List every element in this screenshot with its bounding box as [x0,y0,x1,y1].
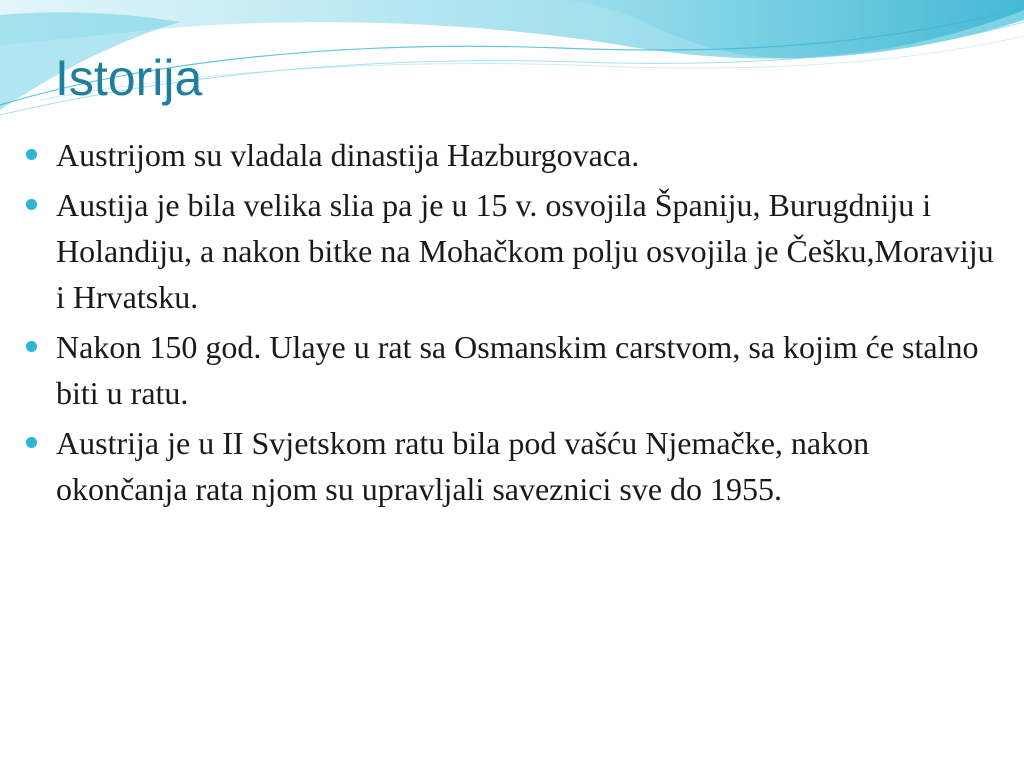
bullet-item-4 [0,420,1000,512]
bullet-item-1 [0,132,1000,178]
slide-title: Istorija [55,50,203,106]
bullet-dot-icon [26,437,37,448]
bullet-list [0,132,1000,516]
bullet-item-3 [0,324,1000,416]
bullet-dot-icon [26,341,37,352]
bullet-text: Austrijom su vladala dinastija Hazburgovaca. [56,137,640,173]
bullet-text: Nakon 150 god. Ulaye u rat sa Osmanskim carstvom, sa kojim će stalno biti u ratu. [56,329,979,411]
bullet-text: Austrija je u II Svjetskom ratu bila pod vašću Njemačke, nakon okončanja rata njom su upravljali saveznici sve do 1955. [56,425,870,507]
bullet-item-2 [0,182,1000,320]
bullet-dot-icon [26,199,37,210]
bullet-text: Austija je bila velika slia pa je u 15 v. osvojila Španiju, Burugdniju i Holandiju, a nakon bitke na Mohačkom polju osvojila je Češku,Moraviju i Hrvatsku. [56,187,994,315]
bullet-dot-icon [26,149,37,160]
